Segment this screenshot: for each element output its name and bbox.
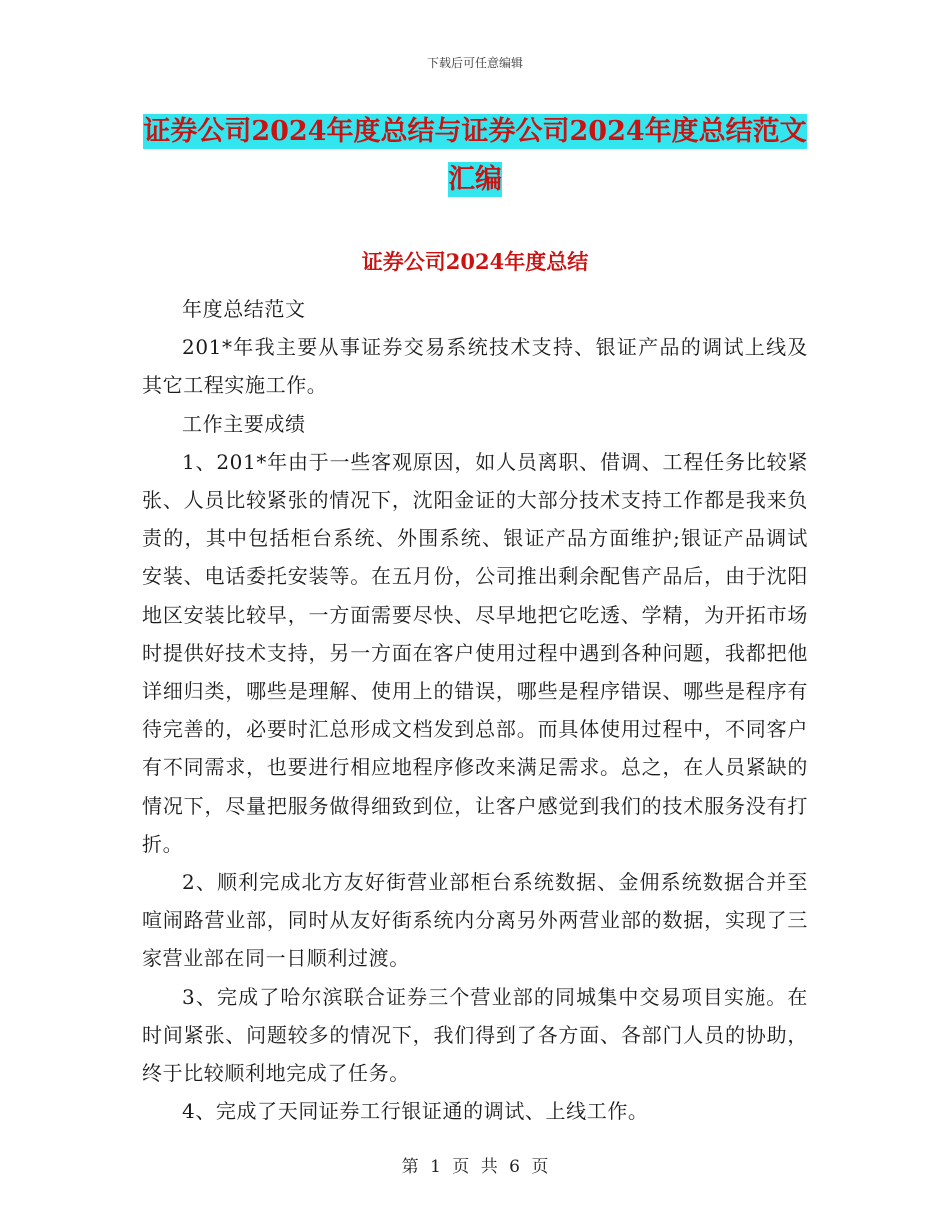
document-body xyxy=(142,290,808,1130)
paragraph: 3、完成了哈尔滨联合证券三个营业部的同城集中交易项目实施。在时间紧张、问题较多的情况下，我们得到了各方面、各部门人员的协助，终于比较顺利地完成了任务。 xyxy=(142,984,808,1086)
paragraph: 年度总结范文 xyxy=(182,297,306,321)
page-header-note: 下载后可任意编辑 xyxy=(426,56,523,70)
section-title: 证券公司2024年度总结 xyxy=(361,249,589,274)
paragraph: 201*年我主要从事证券交易系统技术支持、银证产品的调试上线及其它工程实施工作。 xyxy=(142,335,808,398)
paragraph: 工作主要成绩 xyxy=(182,411,306,436)
paragraph: 1、201*年由于一些客观原因，如人员离职、借调、工程任务比较紧张、人员比较紧张的情况下，沈阳金证的大部分技术支持工作都是我来负责的，其中包括柜台系统、外围系统、银证产品方面维护;银证产品调试安装、电话委托安装等。在五月份，公司推出剩余配售产品后，由于沈阳地区安装比较早，一方面需要尽快、尽早地把它吃透、学精，为开拓市场时提供好技术支持，另一方面在客户使用过程中遇到各种问题，我都把他详细归类，哪些是理解、使用上的错误，哪些是程序错误、哪些是程序有待完善的，必要时汇总形成文档发到总部。而具体使用过程中，不同客户有不同需求，也要进行相应地程序修改来满足需求。总之，在人员紧缺的情况下，尽量把服务做得细致到位，让客户感觉到我们的技术服务没有打折。 xyxy=(142,449,808,856)
page-number: 第 1 页 共 6 页 xyxy=(401,1157,549,1177)
document-title-text: 证券公司2024年度总结与证券公司2024年度总结范文汇编 xyxy=(143,116,807,195)
paragraph: 2、顺利完成北方友好街营业部柜台系统数据、金佣系统数据合并至喧闹路营业部，同时从友好街系统内分离另外两营业部的数据，实现了三家营业部在同一日顺利过渡。 xyxy=(142,870,808,971)
document-title xyxy=(140,108,810,204)
paragraph: 4、完成了天同证券工行银证通的调试、上线工作。 xyxy=(182,1099,649,1124)
